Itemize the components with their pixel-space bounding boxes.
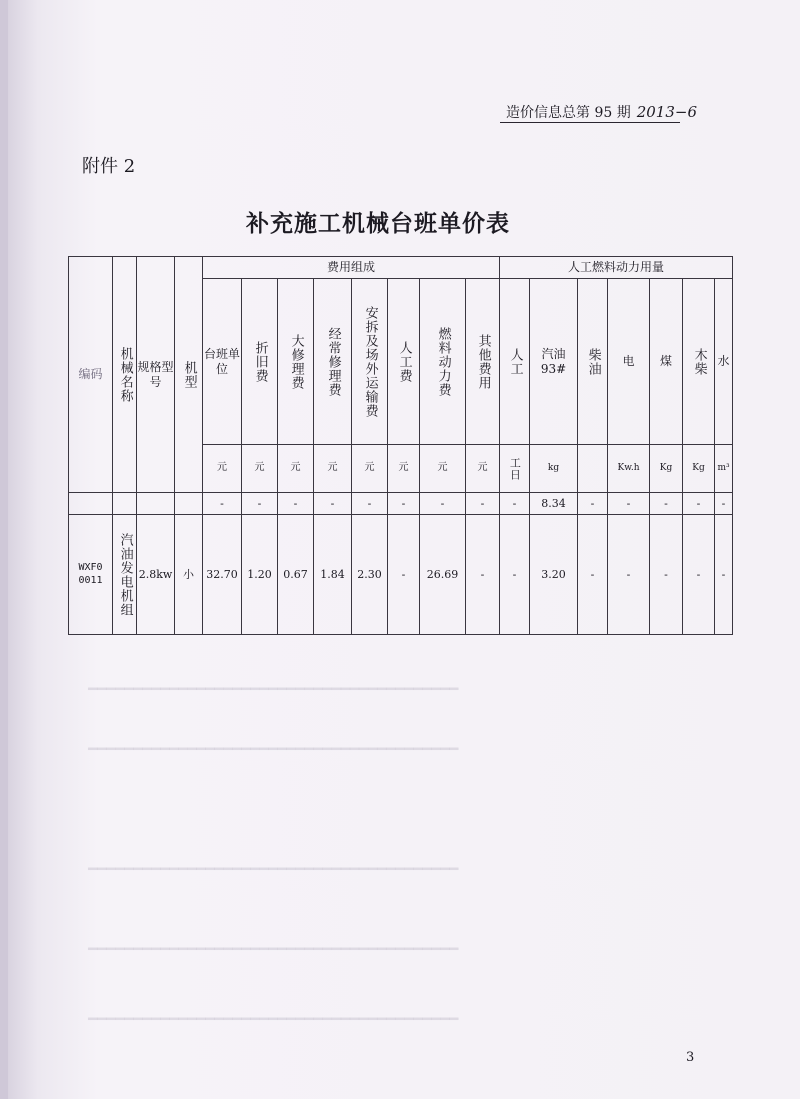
table-row — [69, 515, 733, 635]
unit-price-11: - — [608, 493, 650, 515]
unit-price-1: - — [242, 493, 278, 515]
unit-price-6: - — [420, 493, 466, 515]
publication-name: 造价信息总第 95 期 — [506, 105, 631, 121]
header-cost-6: 其他费用 — [466, 279, 500, 445]
unit-3: 元 — [314, 445, 352, 493]
document-page — [8, 0, 800, 1099]
unit-14: m³ — [715, 445, 733, 493]
unit-price-blank-type — [175, 493, 203, 515]
row-value-11: - — [608, 515, 650, 635]
unit-price-8: - — [500, 493, 530, 515]
bleed-through-4: ━━━━━━━━━━━━━━━━━━━━━━━━━━━━━━━━━━━━━━━━━ — [88, 940, 459, 958]
row-value-3: 1.84 — [314, 515, 352, 635]
row-value-5: - — [388, 515, 420, 635]
unit-12: Kg — [650, 445, 683, 493]
header-resource-group: 人工燃料动力用量 — [500, 257, 733, 279]
row-value-13: - — [683, 515, 715, 635]
unit-price-14: - — [715, 493, 733, 515]
header-res-0: 人工 — [500, 279, 530, 445]
header-unit-price: 台班单位 — [203, 279, 242, 445]
row-value-10: - — [578, 515, 608, 635]
bleed-through-2: ━━━━━━━━━━━━━━━━━━━━━━━━━━━━━━━━━━━━━━━━━ — [88, 740, 459, 758]
row-value-4: 2.30 — [352, 515, 388, 635]
unit-price-3: - — [314, 493, 352, 515]
header-cost-4: 人工费 — [388, 279, 420, 445]
attachment-label: 附件 2 — [82, 156, 136, 177]
row-code: WXF0 0011 — [69, 515, 113, 635]
row-value-0: 32.70 — [203, 515, 242, 635]
row-value-14: - — [715, 515, 733, 635]
header-cost-group: 费用组成 — [203, 257, 500, 279]
row-name: 汽油发电机组 — [113, 515, 137, 635]
unit-price-12: - — [650, 493, 683, 515]
header-rule — [500, 122, 680, 123]
row-type: 小 — [175, 515, 203, 635]
header-res-5: 木柴 — [683, 279, 715, 445]
binding-gutter — [0, 0, 8, 1099]
header-res-3: 电 — [608, 279, 650, 445]
unit-5: 元 — [388, 445, 420, 493]
header-cost-1: 大修理费 — [278, 279, 314, 445]
header-cost-3: 安拆及场外运输费 — [352, 279, 388, 445]
unit-0: 元 — [203, 445, 242, 493]
bleed-through-3: ━━━━━━━━━━━━━━━━━━━━━━━━━━━━━━━━━━━━━━━━━ — [88, 860, 459, 878]
unit-4: 元 — [352, 445, 388, 493]
unit-price-5: - — [388, 493, 420, 515]
issue-number: 2013−6 — [636, 103, 698, 121]
unit-11: Kw.h — [608, 445, 650, 493]
row-value-6: 26.69 — [420, 515, 466, 635]
publication-header — [506, 102, 697, 122]
unit-price-13: - — [683, 493, 715, 515]
header-code: 编码 — [69, 257, 113, 493]
unit-2: 元 — [278, 445, 314, 493]
unit-8: 工日 — [500, 445, 530, 493]
unit-price-0: - — [203, 493, 242, 515]
unit-price-blank-name — [113, 493, 137, 515]
unit-9: kg — [530, 445, 578, 493]
unit-price-2: - — [278, 493, 314, 515]
unit-price-blank-spec — [137, 493, 175, 515]
row-value-7: - — [466, 515, 500, 635]
unit-1: 元 — [242, 445, 278, 493]
document-title: 补充施工机械台班单价表 — [246, 210, 510, 237]
header-name: 机械名称 — [113, 257, 137, 493]
row-spec: 2.8kw — [137, 515, 175, 635]
unit-price-4: - — [352, 493, 388, 515]
header-cost-2: 经常修理费 — [314, 279, 352, 445]
header-res-6: 水 — [715, 279, 733, 445]
unit-7: 元 — [466, 445, 500, 493]
unit-price-blank-code — [69, 493, 113, 515]
header-res-4: 煤 — [650, 279, 683, 445]
row-value-12: - — [650, 515, 683, 635]
header-spec: 规格型号 — [137, 257, 175, 493]
page-number: 3 — [686, 1050, 695, 1065]
unit-6: 元 — [420, 445, 466, 493]
header-cost-5: 燃料动力费 — [420, 279, 466, 445]
row-value-8: - — [500, 515, 530, 635]
unit-price-9: 8.34 — [530, 493, 578, 515]
machinery-price-table — [68, 256, 733, 635]
header-res-2: 柴油 — [578, 279, 608, 445]
unit-price-10: - — [578, 493, 608, 515]
row-value-1: 1.20 — [242, 515, 278, 635]
header-type: 机型 — [175, 257, 203, 493]
bleed-through-1: ━━━━━━━━━━━━━━━━━━━━━━━━━━━━━━━━━━━━━━━━━ — [88, 680, 459, 698]
unit-price-7: - — [466, 493, 500, 515]
unit-13: Kg — [683, 445, 715, 493]
header-res-1: 汽油93# — [530, 279, 578, 445]
bleed-through-5: ━━━━━━━━━━━━━━━━━━━━━━━━━━━━━━━━━━━━━━━━━ — [88, 1010, 459, 1028]
unit-10 — [578, 445, 608, 493]
row-value-2: 0.67 — [278, 515, 314, 635]
row-value-9: 3.20 — [530, 515, 578, 635]
header-cost-0: 折旧费 — [242, 279, 278, 445]
